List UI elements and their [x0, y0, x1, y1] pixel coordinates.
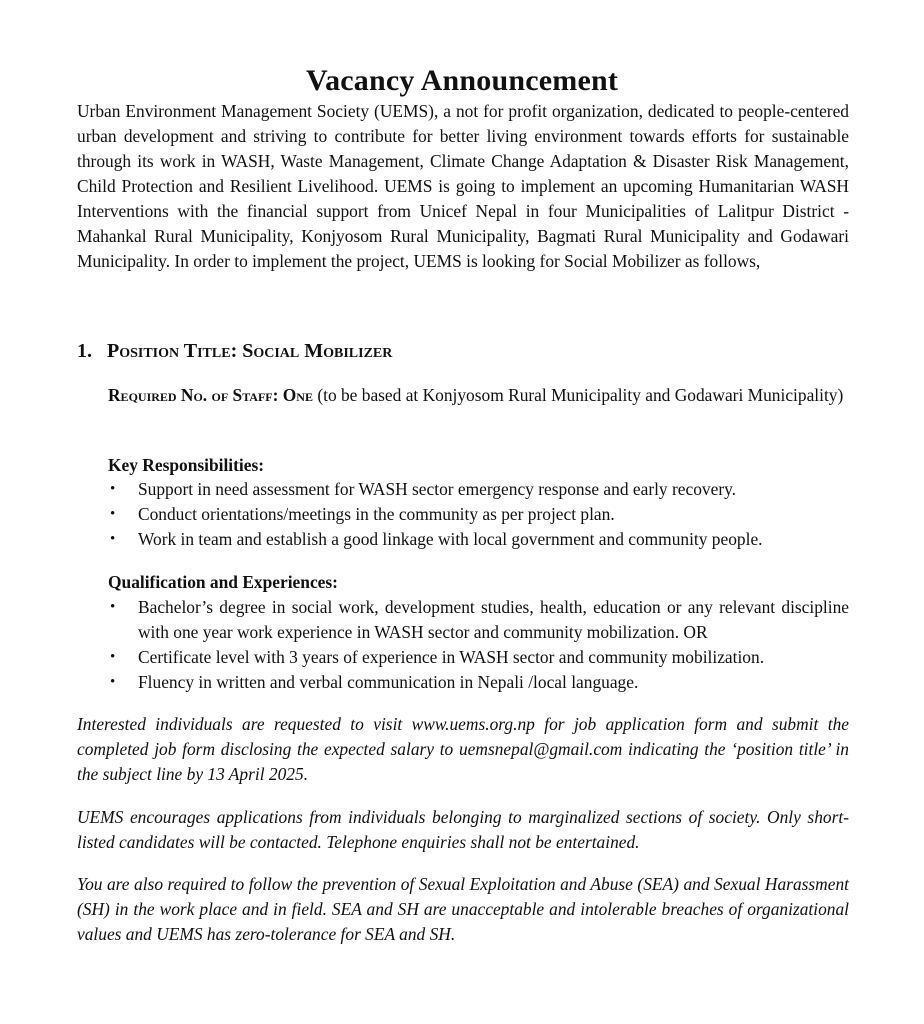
responsibilities-heading: Key Responsibilities:	[108, 455, 265, 475]
bullet-icon: •	[110, 531, 116, 547]
staff-detail: (to be based at Konjyosom Rural Municipality and Godawari Municipality)	[312, 385, 844, 405]
list-item: • Support in need assessment for WASH sector emergency response and early recovery.	[108, 477, 849, 502]
intro-paragraph: Urban Environment Management Society (UEMS), a not for profit organization, dedicated to people-centered urban development and striving to contribute for better living environment towards efforts for sustainable through its work in WASH, Waste Management, Climate Change Adaptation & Disaster Risk Management, Child Protection and Resilient Livelihood. UEMS is going to implement an upcoming Humanitarian WASH Interventions with the financial support from Unicef Nepal in four Municipalities of Lalitpur District - Mahankal Rural Municipality, Konjyosom Rural Municipality, Bagmati Rural Municipality and Godawari Municipality. In order to implement the project, UEMS is looking for Social Mobilizer as follows,	[77, 101, 849, 271]
application-instructions: Interested individuals are requested to visit www.uems.org.np for job application form and submit the completed job form disclosing the expected salary to uemsnepal@gmail.com indicating the ‘position title’ in the subject line by 13 April 2025.	[77, 714, 849, 784]
list-item: • Certificate level with 3 years of experience in WASH sector and community mobilization.	[108, 645, 849, 670]
list-item: • Fluency in written and verbal communication in Nepali /local language.	[108, 670, 849, 695]
staff-label: Required No. of Staff: One	[108, 385, 313, 405]
bullet-icon: •	[110, 649, 116, 665]
staff-requirement	[108, 383, 849, 408]
position-heading	[77, 340, 392, 363]
list-item: • Bachelor’s degree in social work, development studies, health, education or any relevant discipline with one year work experience in WASH sector and community mobilization. OR	[110, 597, 849, 642]
sea-policy-statement: You are also required to follow the prevention of Sexual Exploitation and Abuse (SEA) and Sexual Harassment (SH) in the work place and in field. SEA and SH are unacceptable and intolerable breaches of organizational values and UEMS has zero-tolerance for SEA and SH.	[77, 874, 849, 944]
bullet-icon: •	[110, 481, 116, 497]
list-item: • Conduct orientations/meetings in the community as per project plan.	[108, 502, 849, 527]
qualifications-list	[108, 595, 849, 695]
bullet-icon: •	[110, 674, 116, 690]
qualifications-heading: Qualification and Experiences:	[108, 572, 338, 592]
bullet-icon: •	[110, 506, 116, 522]
list-item: • Work in team and establish a good linkage with local government and community people.	[108, 527, 849, 552]
page-title: Vacancy Announcement	[305, 64, 619, 98]
bullet-icon: •	[110, 599, 116, 615]
position-number: 1.	[77, 340, 92, 362]
responsibilities-list	[108, 477, 849, 552]
position-title: Position Title: Social Mobilizer	[107, 340, 393, 362]
equity-statement: UEMS encourages applications from individuals belonging to marginalized sections of society. Only short-listed candidates will be contacted. Telephone enquiries shall not be entertained.	[77, 807, 849, 852]
